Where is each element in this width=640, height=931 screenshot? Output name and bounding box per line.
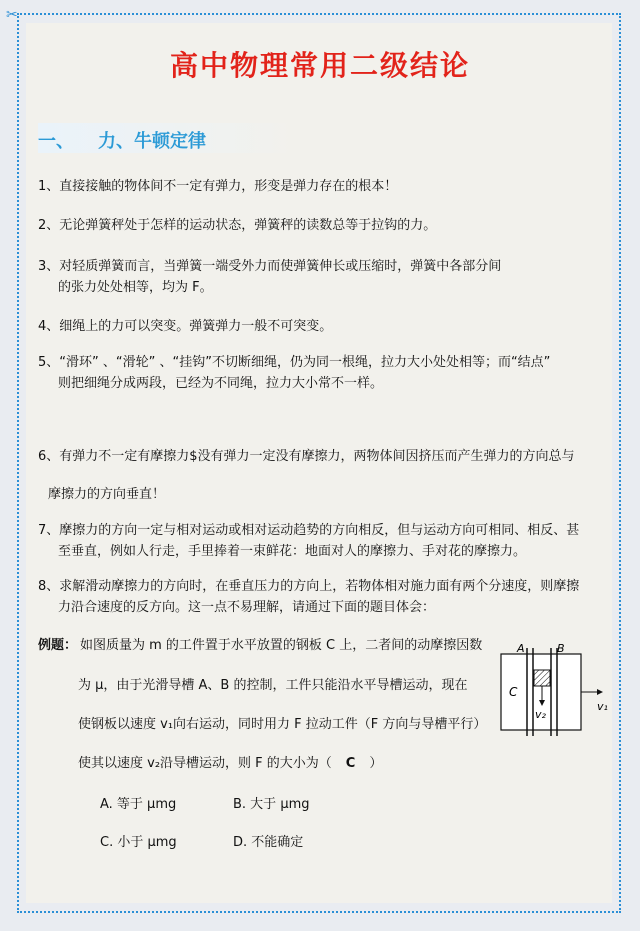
item-7: 7、摩擦力的方向一定与相对运动或相对运动趋势的方向相反，但与运动方向可相同、相反、甚 至垂直，例如人行走，手里捧着一束鲜花：地面对人的摩擦力、手对花的摩擦力。 bbox=[38, 523, 580, 559]
section-number: 一、 bbox=[38, 131, 74, 152]
example-label: 例题： bbox=[38, 638, 78, 653]
item-4: 4、细绳上的力可以突变。弹簧弹力一般不可突变。 bbox=[38, 319, 333, 334]
item-1: 1、直接接触的物体间不一定有弹力，形变是弹力存在的根本！ bbox=[38, 179, 398, 194]
item-8: 8、求解滑动摩擦力的方向时，在垂直压力的方向上，若物体相对施力面有两个分速度，则摩擦 力沿合速度的反方向。这一点不易理解，请通过下面的题目体会： bbox=[38, 579, 580, 615]
label-c: C bbox=[509, 685, 518, 699]
example-line-2: 为 μ，由于光滑导槽 A、B 的控制，工件只能沿水平导槽运动，现在 bbox=[78, 678, 468, 693]
item-3: 3、对轻质弹簧而言，当弹簧一端受外力而使弹簧伸长或压缩时，弹簧中各部分间 的张力处处相等，均为 F。 bbox=[38, 259, 502, 295]
page-title: 高中物理常用二级结论 bbox=[169, 49, 470, 82]
physics-figure bbox=[495, 640, 615, 740]
example-line-1: 如图质量为 m 的工件置于水平放置的钢板 C 上，二者间的动摩擦因数 bbox=[80, 638, 483, 653]
item-6-cont: 摩擦力的方向垂直！ bbox=[48, 487, 166, 502]
label-a: A bbox=[517, 642, 525, 655]
example-line-4: 使其以速度 v₂沿导槽运动，则 F 的大小为（ C ） bbox=[78, 756, 383, 771]
workpiece bbox=[534, 670, 550, 686]
label-v1: v₁ bbox=[597, 700, 608, 713]
item-2: 2、无论弹簧秤处于怎样的运动状态，弹簧秤的读数总等于拉钩的力。 bbox=[38, 218, 437, 233]
option-d: D. 不能确定 bbox=[233, 835, 304, 850]
option-b: B. 大于 μmg bbox=[233, 797, 310, 812]
option-a: A. 等于 μmg bbox=[100, 797, 177, 812]
section-label: 力、牛顿定律 bbox=[98, 131, 206, 152]
label-v2: v₂ bbox=[535, 708, 546, 721]
item-6: 6、有弹力不一定有摩擦力$没有弹力一定没有摩擦力，两物体间因挤压而产生弹力的方向总与 bbox=[38, 449, 575, 464]
option-c: C. 小于 μmg bbox=[100, 835, 177, 850]
item-5: 5、“滑环” 、“滑轮” 、“挂钩”不切断细绳，仍为同一根绳，拉力大小处处相等；而“结点” 则把细绳分成两段，已经为不同绳，拉力大小常不一样。 bbox=[38, 355, 551, 391]
scissors-icon: ✂ bbox=[6, 7, 18, 23]
example-line-3: 使钢板以速度 v₁向右运动，同时用力 F 拉动工件（F 方向与导槽平行） bbox=[78, 717, 487, 732]
answer: C bbox=[345, 756, 356, 771]
section-header bbox=[38, 123, 298, 153]
label-b: B bbox=[557, 642, 565, 655]
